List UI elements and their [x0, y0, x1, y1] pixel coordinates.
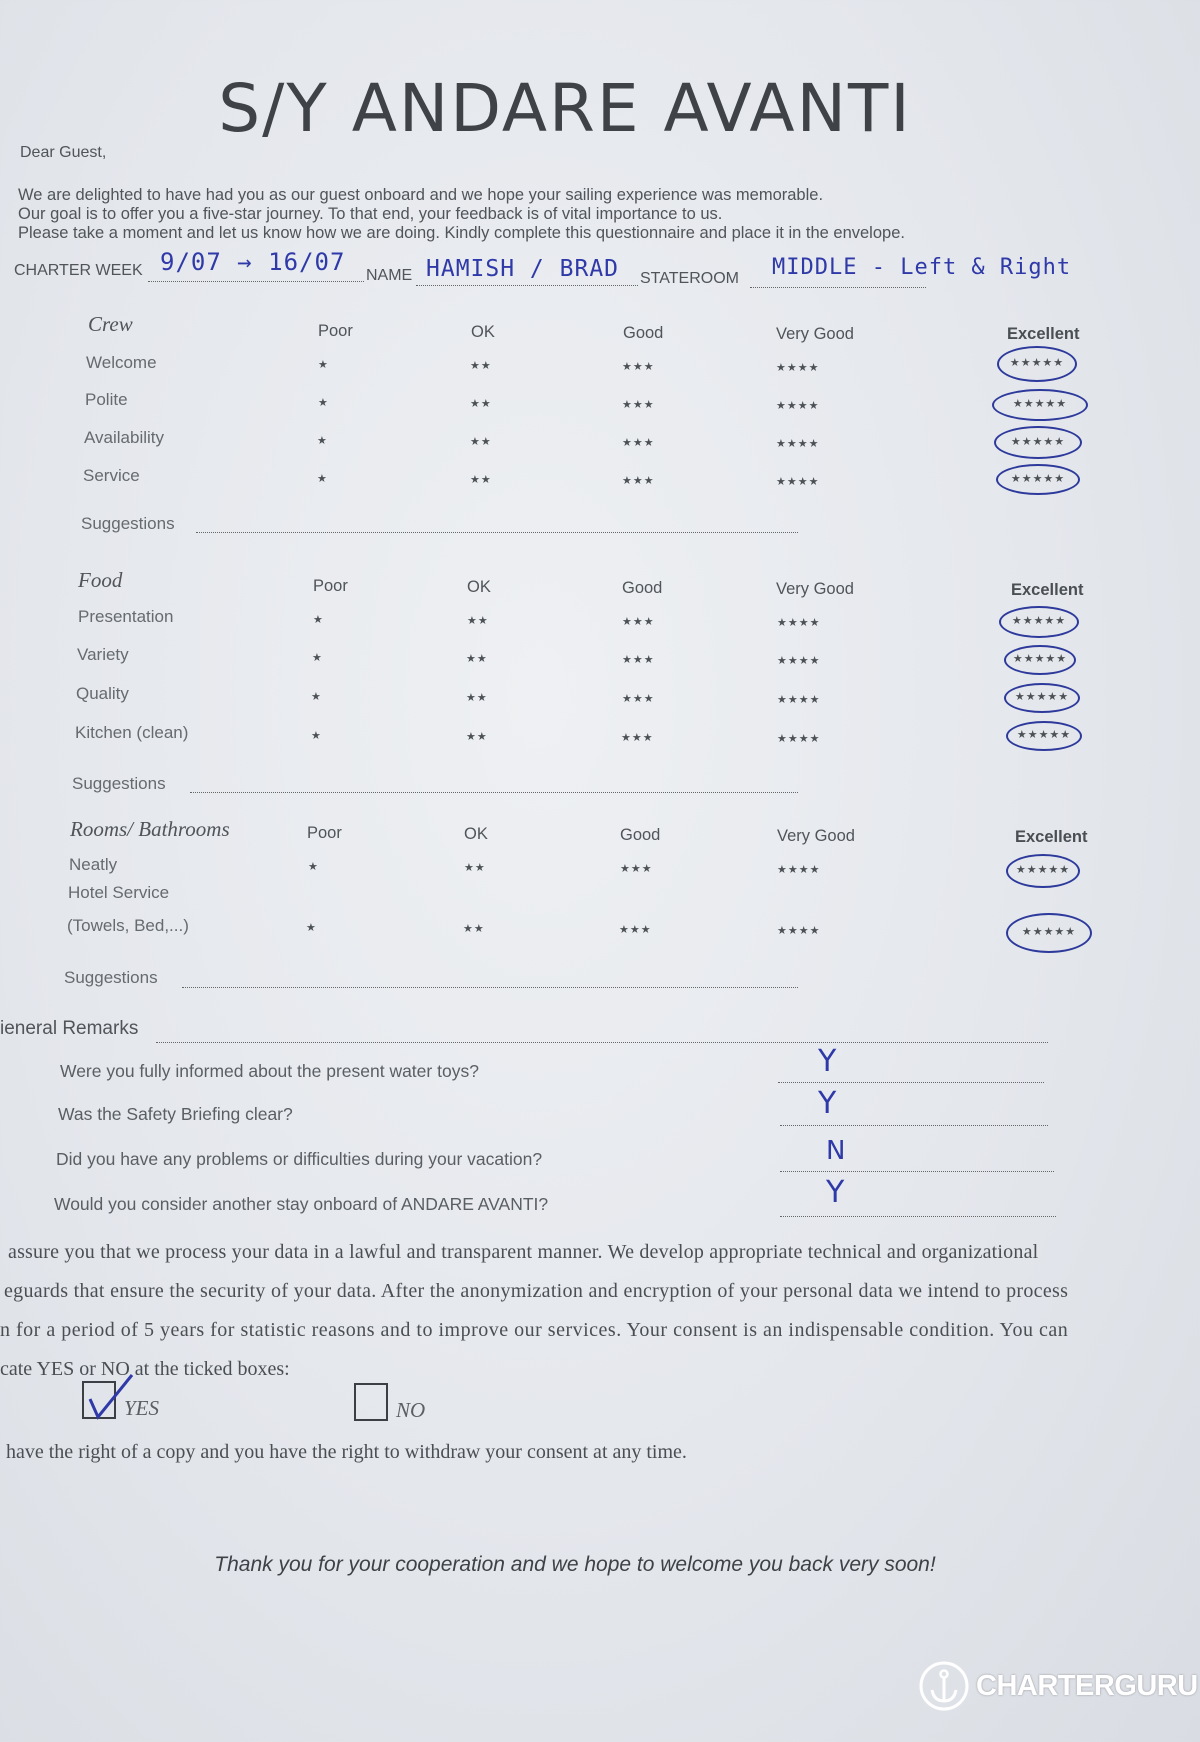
- rating-very-good[interactable]: ★★★★: [777, 733, 821, 745]
- stateroom-line: [750, 287, 926, 288]
- question-safety-briefing: Was the Safety Briefing clear?: [58, 1104, 293, 1124]
- food-row-kitchen: Kitchen (clean): [75, 723, 189, 742]
- col-very-good: Very Good: [776, 580, 854, 598]
- food-row-variety: Variety: [77, 645, 129, 664]
- rating-poor[interactable]: ★: [317, 473, 328, 485]
- anchor-icon: [918, 1660, 970, 1712]
- rating-poor[interactable]: ★: [306, 922, 317, 934]
- rating-poor[interactable]: ★: [313, 614, 324, 626]
- brand-watermark: [918, 1660, 1198, 1712]
- yes-label: YES: [124, 1396, 160, 1420]
- col-good: Good: [620, 826, 661, 844]
- rating-ok[interactable]: ★★: [463, 923, 485, 935]
- rating-poor[interactable]: ★: [318, 359, 329, 371]
- rating-excellent-selected[interactable]: ★★★★★: [1006, 721, 1082, 751]
- answer-line: [780, 1171, 1054, 1172]
- rating-poor[interactable]: ★: [312, 652, 323, 664]
- rating-very-good[interactable]: ★★★★: [776, 476, 820, 488]
- intro-line: Please take a moment and let us know how we are doing. Kindly complete this questionnaire and place it in the envelope.: [18, 224, 905, 242]
- thank-you-message: Thank you for your cooperation and we hope to welcome you back very soon!: [214, 1553, 936, 1576]
- rating-good[interactable]: ★★★: [621, 732, 654, 744]
- col-good: Good: [622, 579, 663, 597]
- rating-poor[interactable]: ★: [318, 397, 329, 409]
- intro-line: Our goal is to offer you a five-star journey. To that end, your feedback is of vital importance to us.: [18, 205, 723, 223]
- crew-row-availability: Availability: [84, 428, 165, 447]
- rating-ok[interactable]: ★★: [470, 398, 492, 410]
- answer-line: [780, 1216, 1056, 1217]
- stateroom-field[interactable]: MIDDLE - Left & Right: [772, 255, 1072, 280]
- rating-ok[interactable]: ★★: [466, 731, 488, 743]
- rating-ok[interactable]: ★★: [466, 653, 488, 665]
- rating-very-good[interactable]: ★★★★: [777, 864, 821, 876]
- consent-line: cate YES or NO at the ticked boxes:: [0, 1358, 290, 1380]
- col-poor: Poor: [313, 577, 348, 595]
- col-ok: OK: [467, 578, 491, 596]
- col-poor: Poor: [318, 322, 353, 340]
- intro-text: [18, 186, 1118, 243]
- crew-row-welcome: Welcome: [86, 353, 157, 372]
- col-ok: OK: [471, 323, 495, 341]
- question-water-toys: Were you fully informed about the present water toys?: [60, 1061, 479, 1081]
- consent-line: assure you that we process your data in a lawful and transparent manner. We develop appropriate technical and organizational: [8, 1241, 1039, 1263]
- consent-footer: have the right of a copy and you have the right to withdraw your consent at any time.: [6, 1441, 687, 1463]
- no-checkbox[interactable]: [354, 1383, 388, 1421]
- rating-ok[interactable]: ★★: [466, 692, 488, 704]
- rooms-row-hotel-service: Hotel Service: [68, 883, 170, 902]
- col-very-good: Very Good: [776, 325, 854, 343]
- crew-row-service: Service: [83, 466, 140, 485]
- answer-line: [778, 1082, 1044, 1083]
- greeting: Dear Guest,: [20, 144, 107, 161]
- rating-good[interactable]: ★★★: [622, 693, 655, 705]
- rating-excellent-selected[interactable]: ★★★★★: [1004, 645, 1076, 675]
- rating-ok[interactable]: ★★: [470, 360, 492, 372]
- brand-name: CHARTERGURU: [976, 1669, 1198, 1702]
- charter-week-field[interactable]: 9/07 → 16/07: [160, 248, 346, 276]
- rating-poor[interactable]: ★: [311, 691, 322, 703]
- rating-ok[interactable]: ★★: [467, 615, 489, 627]
- rating-excellent-selected[interactable]: ★★★★★: [1006, 913, 1092, 953]
- charter-week-label: CHARTER WEEK: [14, 262, 143, 279]
- intro-line: We are delighted to have had you as our guest onboard and we hope your sailing experience was memorable.: [18, 186, 824, 204]
- rating-good[interactable]: ★★★: [620, 863, 653, 875]
- rating-excellent-selected[interactable]: ★★★★★: [1004, 683, 1080, 713]
- rating-very-good[interactable]: ★★★★: [776, 362, 820, 374]
- rating-good[interactable]: ★★★: [622, 475, 655, 487]
- rating-very-good[interactable]: ★★★★: [777, 617, 821, 629]
- rating-good[interactable]: ★★★: [622, 616, 655, 628]
- rooms-suggestions-field[interactable]: [182, 987, 798, 988]
- rating-very-good[interactable]: ★★★★: [777, 655, 821, 667]
- no-label: NO: [396, 1398, 426, 1422]
- stateroom-label: STATEROOM: [640, 270, 739, 287]
- rating-ok[interactable]: ★★: [470, 436, 492, 448]
- question-problems: Did you have any problems or difficulties during your vacation?: [56, 1149, 543, 1169]
- rating-good[interactable]: ★★★: [622, 361, 655, 373]
- rating-very-good[interactable]: ★★★★: [777, 925, 821, 937]
- rating-very-good[interactable]: ★★★★: [776, 438, 820, 450]
- consent-line: n for a period of 5 years for statistic reasons and to improve our services. Your consent is an indispensable condition. You can: [0, 1319, 1069, 1341]
- yes-checkbox[interactable]: [82, 1381, 116, 1419]
- name-line: [416, 285, 638, 286]
- question-another-stay: Would you consider another stay onboard of ANDARE AVANTI?: [54, 1194, 549, 1214]
- col-ok: OK: [464, 825, 488, 843]
- general-remarks-field[interactable]: [156, 1042, 1048, 1043]
- rating-good[interactable]: ★★★: [622, 399, 655, 411]
- crew-row-polite: Polite: [85, 390, 128, 409]
- col-poor: Poor: [307, 824, 342, 842]
- rating-excellent-selected[interactable]: ★★★★★: [994, 426, 1082, 459]
- general-remarks-label: ieneral Remarks: [0, 1018, 139, 1039]
- food-suggestions-field[interactable]: [190, 792, 798, 793]
- rating-poor[interactable]: ★: [317, 435, 328, 447]
- col-excellent: Excellent: [1007, 325, 1080, 343]
- col-excellent: Excellent: [1011, 581, 1084, 599]
- col-excellent: Excellent: [1015, 828, 1088, 846]
- answer-safety-briefing[interactable]: Y: [818, 1086, 837, 1121]
- rating-excellent-selected[interactable]: ★★★★★: [997, 346, 1077, 382]
- crew-section-title: Crew: [88, 312, 133, 336]
- answer-another-stay[interactable]: Y: [826, 1175, 845, 1210]
- rating-very-good[interactable]: ★★★★: [777, 694, 821, 706]
- rating-excellent-selected[interactable]: ★★★★★: [996, 464, 1080, 495]
- name-label: NAME: [366, 267, 413, 284]
- answer-line: [780, 1125, 1048, 1126]
- consent-line: eguards that ensure the security of your data. After the anonymization and encryption of your personal data we intend to process: [4, 1280, 1069, 1302]
- rooms-row-towels-bed: (Towels, Bed,...): [67, 916, 189, 935]
- charter-week-line: [148, 281, 364, 282]
- rooms-suggestions-label: Suggestions: [64, 968, 158, 987]
- answer-water-toys[interactable]: Y: [818, 1044, 837, 1079]
- rooms-row-neatly: Neatly: [69, 855, 118, 874]
- rating-poor[interactable]: ★: [311, 730, 322, 742]
- food-section-title: Food: [78, 568, 123, 592]
- crew-suggestions-field[interactable]: [196, 532, 798, 533]
- food-row-quality: Quality: [76, 684, 129, 703]
- rating-excellent-selected[interactable]: ★★★★★: [999, 606, 1079, 638]
- rating-good[interactable]: ★★★: [619, 924, 652, 936]
- food-row-presentation: Presentation: [78, 607, 174, 626]
- form-title: S/Y ANDARE AVANTI: [218, 70, 912, 147]
- rating-good[interactable]: ★★★: [622, 654, 655, 666]
- rating-excellent-selected[interactable]: ★★★★★: [1006, 854, 1080, 888]
- rating-poor[interactable]: ★: [308, 861, 319, 873]
- rating-very-good[interactable]: ★★★★: [776, 400, 820, 412]
- answer-problems[interactable]: N: [826, 1136, 846, 1166]
- rating-excellent-selected[interactable]: ★★★★★: [992, 389, 1088, 421]
- food-suggestions-label: Suggestions: [72, 774, 166, 793]
- crew-suggestions-label: Suggestions: [81, 514, 175, 533]
- rating-ok[interactable]: ★★: [470, 474, 492, 486]
- name-field[interactable]: HAMISH / BRAD: [426, 256, 620, 282]
- col-good: Good: [623, 324, 664, 342]
- rating-ok[interactable]: ★★: [464, 862, 486, 874]
- rating-good[interactable]: ★★★: [622, 437, 655, 449]
- rooms-section-title: Rooms/ Bathrooms: [70, 817, 230, 841]
- col-very-good: Very Good: [777, 827, 855, 845]
